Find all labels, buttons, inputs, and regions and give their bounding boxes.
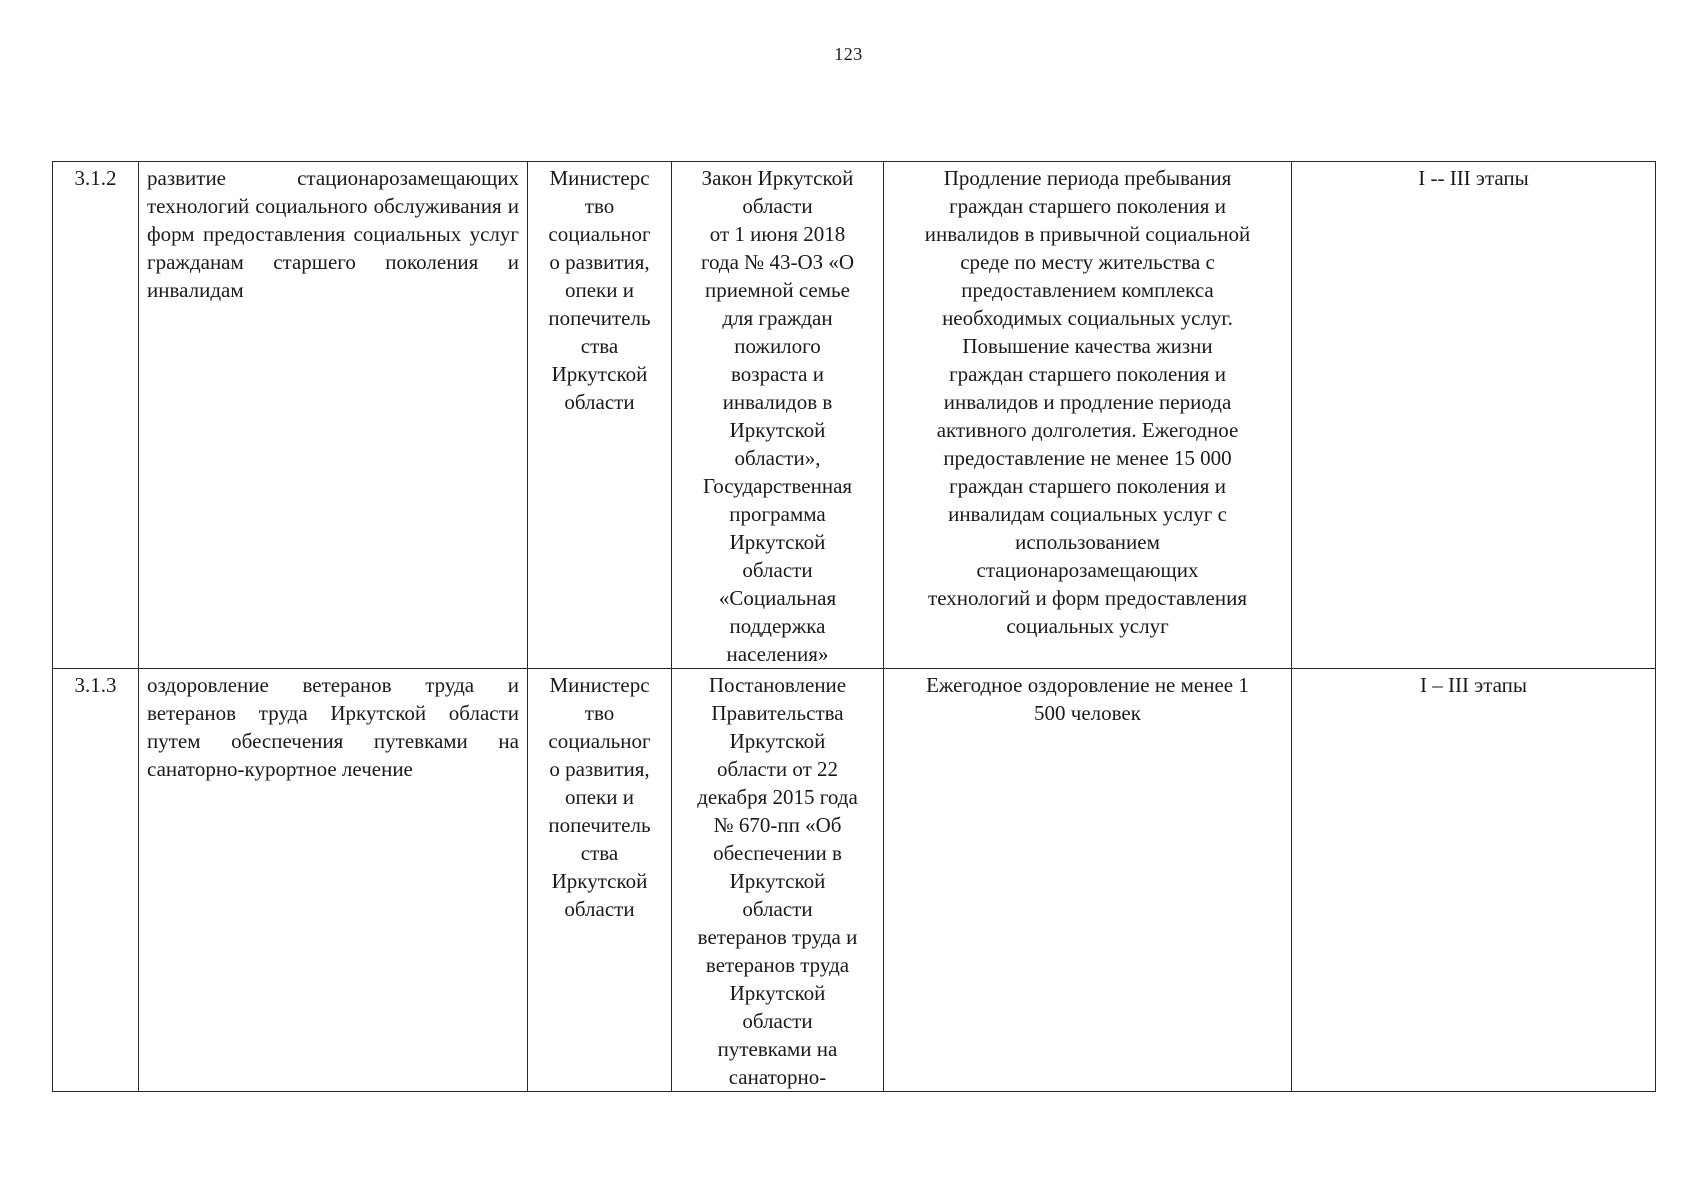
text-line: путевками на bbox=[717, 1037, 838, 1061]
text-line: пожилого bbox=[734, 334, 821, 358]
text-line: Иркутской bbox=[551, 869, 648, 893]
text-line: граждан старшего поколения и bbox=[949, 474, 1226, 498]
measure-legal-basis bbox=[672, 162, 884, 669]
measure-expected-result bbox=[884, 162, 1292, 669]
text-line: области bbox=[742, 897, 813, 921]
text-line: Закон Иркутской bbox=[701, 166, 854, 190]
text-line: социальног bbox=[548, 222, 651, 246]
text-line: области bbox=[564, 897, 635, 921]
text-line: санаторно- bbox=[728, 1065, 827, 1089]
measure-name: оздоровление ветеранов труда и ветеранов труда Иркутской области путем обеспечения путевками на санаторно-курортное лечение bbox=[139, 669, 528, 1092]
text-line: предоставление не менее 15 000 bbox=[943, 446, 1232, 470]
text-line: необходимых социальных услуг. bbox=[942, 306, 1233, 330]
text-line: области bbox=[742, 194, 813, 218]
table-row bbox=[53, 669, 1656, 1092]
text-line: Иркутской bbox=[729, 729, 826, 753]
page-number: 123 bbox=[834, 44, 863, 64]
text-line: области», bbox=[734, 446, 821, 470]
text-line: приемной семье bbox=[705, 278, 850, 302]
text-line: инвалидов в bbox=[722, 390, 833, 414]
text-line: «Социальная bbox=[718, 586, 837, 610]
measure-number: 3.1.2 bbox=[53, 162, 139, 669]
text-line: обеспечении в bbox=[713, 841, 842, 865]
text-line: населения» bbox=[726, 642, 829, 666]
measure-name: развитие стационарозамещающих технологий социального обслуживания и форм предоставления социальных услуг гражданам старшего поколения и инвалидам bbox=[139, 162, 528, 669]
measure-expected-result bbox=[884, 669, 1292, 1092]
text-line: граждан старшего поколения и bbox=[949, 362, 1226, 386]
text-line: программа bbox=[729, 502, 826, 526]
measure-term: I -- III этапы bbox=[1292, 162, 1656, 669]
text-line: для граждан bbox=[722, 306, 833, 330]
text-line: Повышение качества жизни bbox=[962, 334, 1213, 358]
text-line: стационарозамещающих bbox=[976, 558, 1199, 582]
text-line: области от 22 bbox=[716, 757, 839, 781]
measures-table bbox=[52, 161, 1656, 1092]
text-line: Иркутской bbox=[729, 981, 826, 1005]
text-line: № 670-пп «Об bbox=[713, 813, 842, 837]
text-line: декабря 2015 года bbox=[697, 785, 858, 809]
text-line: предоставлением комплекса bbox=[961, 278, 1214, 302]
text-line: поддержка bbox=[729, 614, 826, 638]
text-line: попечитель bbox=[548, 306, 651, 330]
measure-number: 3.1.3 bbox=[53, 669, 139, 1092]
text-line: граждан старшего поколения и bbox=[949, 194, 1226, 218]
text-line: Иркутской bbox=[551, 362, 648, 386]
text-line: 500 человек bbox=[1034, 701, 1141, 725]
measure-legal-basis bbox=[672, 669, 884, 1092]
text-line: тво bbox=[584, 701, 615, 725]
text-line: инвалидам социальных услуг с bbox=[948, 502, 1227, 526]
measure-executor bbox=[528, 669, 672, 1092]
text-line: Ежегодное оздоровление не менее 1 bbox=[926, 673, 1249, 697]
text-line: области bbox=[742, 1009, 813, 1033]
text-line: инвалидов и продление периода bbox=[943, 390, 1232, 414]
measure-executor bbox=[528, 162, 672, 669]
text-line: области bbox=[742, 558, 813, 582]
text-line: Иркутской bbox=[729, 530, 826, 554]
text-line: опеки и bbox=[565, 785, 634, 809]
measure-term: I – III этапы bbox=[1292, 669, 1656, 1092]
text-line: о развития, bbox=[549, 250, 650, 274]
text-line: опеки и bbox=[565, 278, 634, 302]
text-line: Иркутской bbox=[729, 869, 826, 893]
text-line: Государственная bbox=[702, 474, 853, 498]
text-line: ства bbox=[580, 334, 619, 358]
text-line: технологий и форм предоставления bbox=[928, 586, 1247, 610]
text-line: Иркутской bbox=[729, 418, 826, 442]
text-line: социальных услуг bbox=[1006, 614, 1169, 638]
text-line: возраста и bbox=[731, 362, 824, 386]
text-line: года № 43-ОЗ «О bbox=[700, 250, 855, 274]
text-line: от 1 июня 2018 bbox=[709, 222, 846, 246]
text-line: ветеранов труда bbox=[705, 953, 850, 977]
text-line: использованием bbox=[1015, 530, 1160, 554]
text-line: Министерс bbox=[549, 673, 650, 697]
text-line: тво bbox=[584, 194, 615, 218]
text-line: социальног bbox=[548, 729, 651, 753]
text-line: Правительства bbox=[711, 701, 844, 725]
text-line: среде по месту жительства с bbox=[960, 250, 1215, 274]
text-line: Постановление bbox=[708, 673, 847, 697]
table-row bbox=[53, 162, 1656, 669]
text-line: инвалидов в привычной социальной bbox=[924, 222, 1251, 246]
text-line: о развития, bbox=[549, 757, 650, 781]
text-line: Продление периода пребывания bbox=[943, 166, 1232, 190]
text-line: попечитель bbox=[548, 813, 651, 837]
text-line: ветеранов труда и bbox=[697, 925, 858, 949]
text-line: области bbox=[564, 390, 635, 414]
text-line: ства bbox=[580, 841, 619, 865]
text-line: активного долголетия. Ежегодное bbox=[936, 418, 1239, 442]
text-line: Министерс bbox=[549, 166, 650, 190]
